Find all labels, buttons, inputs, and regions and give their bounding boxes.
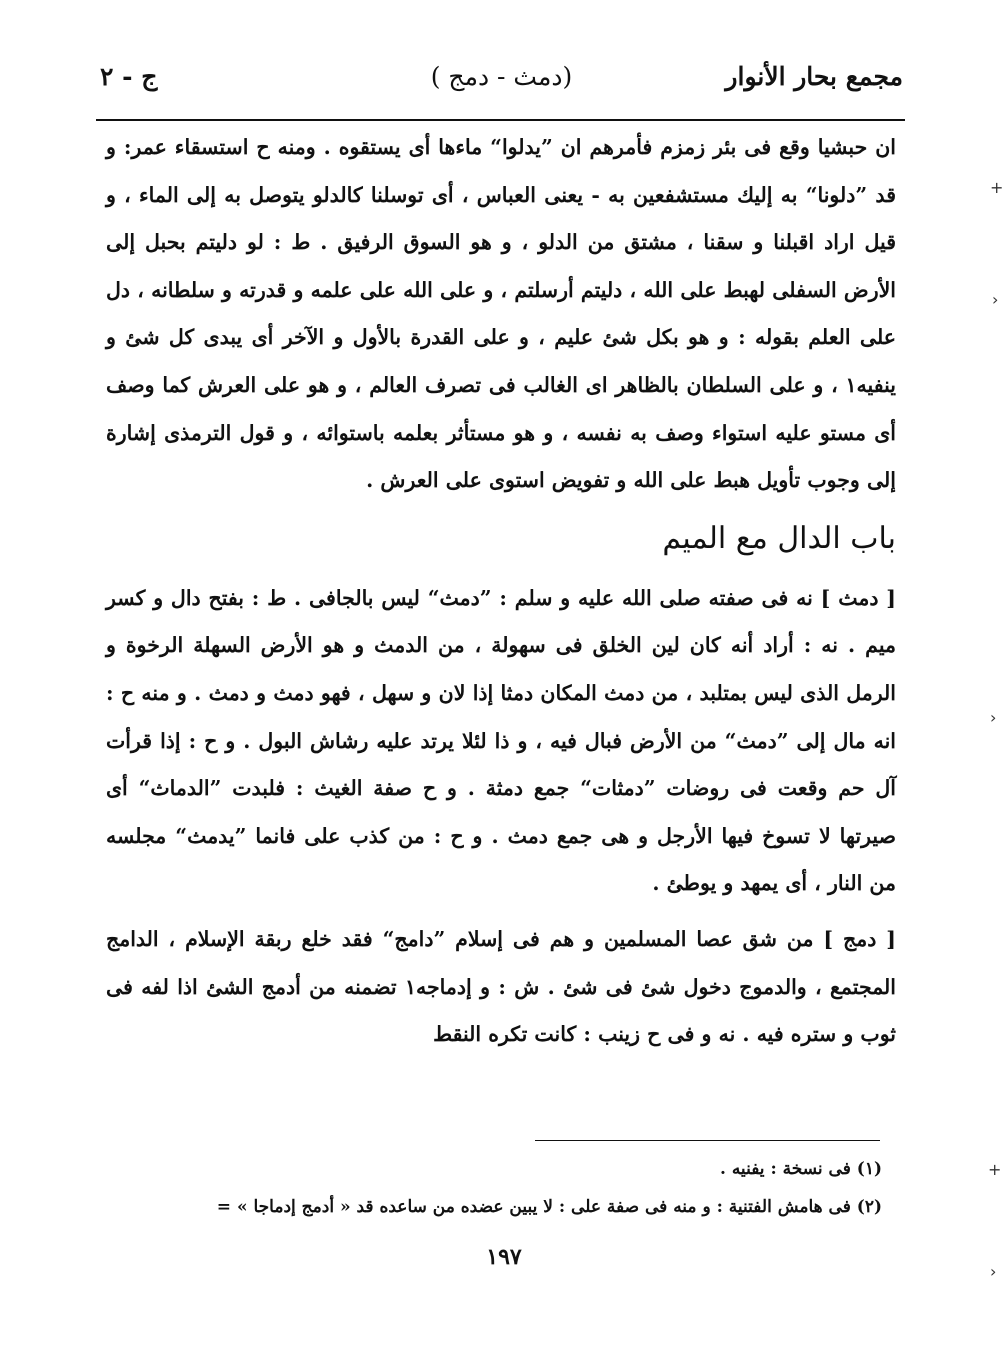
entry-damath: [ دمث ] نه فى صفته صلى الله عليه و سلم : ”دمث“ ليس بالجافى . ط : بفتح دال و كسر ميم . نه : أراد أنه كان لين الخلق فى سهولة ، من الدمث و هو الأرض السهلة الرخوة و الرمل الذى ليس بمتلبد ، من دمث المكان دمثا إذا لان و سهل ، فهو دمث و دمث . و منه ح : انه مال إلى ”دمث“ من الأرض فبال فيه ، و ذا لئلا يرتد عليه رشاش البول . و ح : إذا قرأت آل حم وقعت فى روضات ”دمثات“ جمع دمثة . و ح صفة الغيث : فلبدت ”الدماث“ أى صيرتها لا تسوخ فيها الأرجل و هى جمع دمث . و ح : من كذب على فانما ”يدمث“ مجلسه من النار ، أى يمهد و يوطئ . — [106, 585, 896, 896]
volume-number: ج - ٢ — [100, 62, 158, 91]
margin-mark: › — [990, 708, 997, 727]
margin-mark: + — [988, 1160, 1002, 1179]
footnote-rule — [535, 1140, 880, 1141]
footnote-1: (١) فى نسخة : يفنيه . — [719, 1159, 882, 1179]
entry-range: (دمث - دمج ) — [430, 62, 573, 91]
header-rule — [96, 119, 905, 121]
margin-mark: › — [990, 1262, 997, 1281]
footnote-2: (٢) فى هامش الفتنية : و منه فى صفة على : لا يبين عضده من ساعده قد « أدمج إدماجا » = — [216, 1197, 882, 1217]
page-number: ١٩٧ — [486, 1244, 522, 1270]
margin-mark: › — [992, 290, 999, 309]
book-title: مجمع بحار الأنوار — [725, 62, 903, 91]
running-header — [100, 62, 903, 106]
paragraph: ان حبشيا وقع فى بئر زمزم فأمرهم ان ”يدلوا“ ماءها أى يستقوه . ومنه ح استسقاء عمر: و قد ”دلونا“ به إليك مستشفعين به - يعنى العباس ، أى توسلنا كالدلو يتوصل به إلى الماء ، و قيل اراد اقبلنا و سقنا ، مشتق من الدلو ، و هو السوق الرفيق . ط : لو دليتم بحبل إلى الأرض السفلى لهبط على الله ، دليتم أرسلتم ، و على الله على علمه و قدرته و سلطانه ، دل على العلم بقوله : و هو بكل شئ عليم ، و على القدرة بالأول و الآخر أى يبدى كل شئ و ينفيه١ ، و على السلطان بالظاهر اى الغالب فى تصرف العالم ، و هو على العرش كما وصف أى مستو عليه استواء وصف به نفسه ، و هو مستأثر بعلمه باستوائه ، و قول الترمذى إشارة إلى وجوب تأويل هبط على الله و تفويض استوى على العرش . — [106, 135, 896, 493]
section-heading: باب الدال مع الميم — [662, 520, 896, 556]
main-text — [106, 124, 896, 1059]
footnotes — [100, 1150, 882, 1226]
margin-mark: + — [990, 178, 1004, 197]
entry-damaj: [ دمج ] من شق عصا المسلمين و هم فى إسلام ”دامج“ فقد خلع ربقة الإسلام ، الدامج المجتمع ، والدموج دخول شئ فى شئ . ش : و إدماجه١ تضمنه من أدمج الشئ اذا لفه فى ثوب و ستره فيه . نه و فى ح زينب : كانت تكره النقط — [106, 926, 896, 1047]
